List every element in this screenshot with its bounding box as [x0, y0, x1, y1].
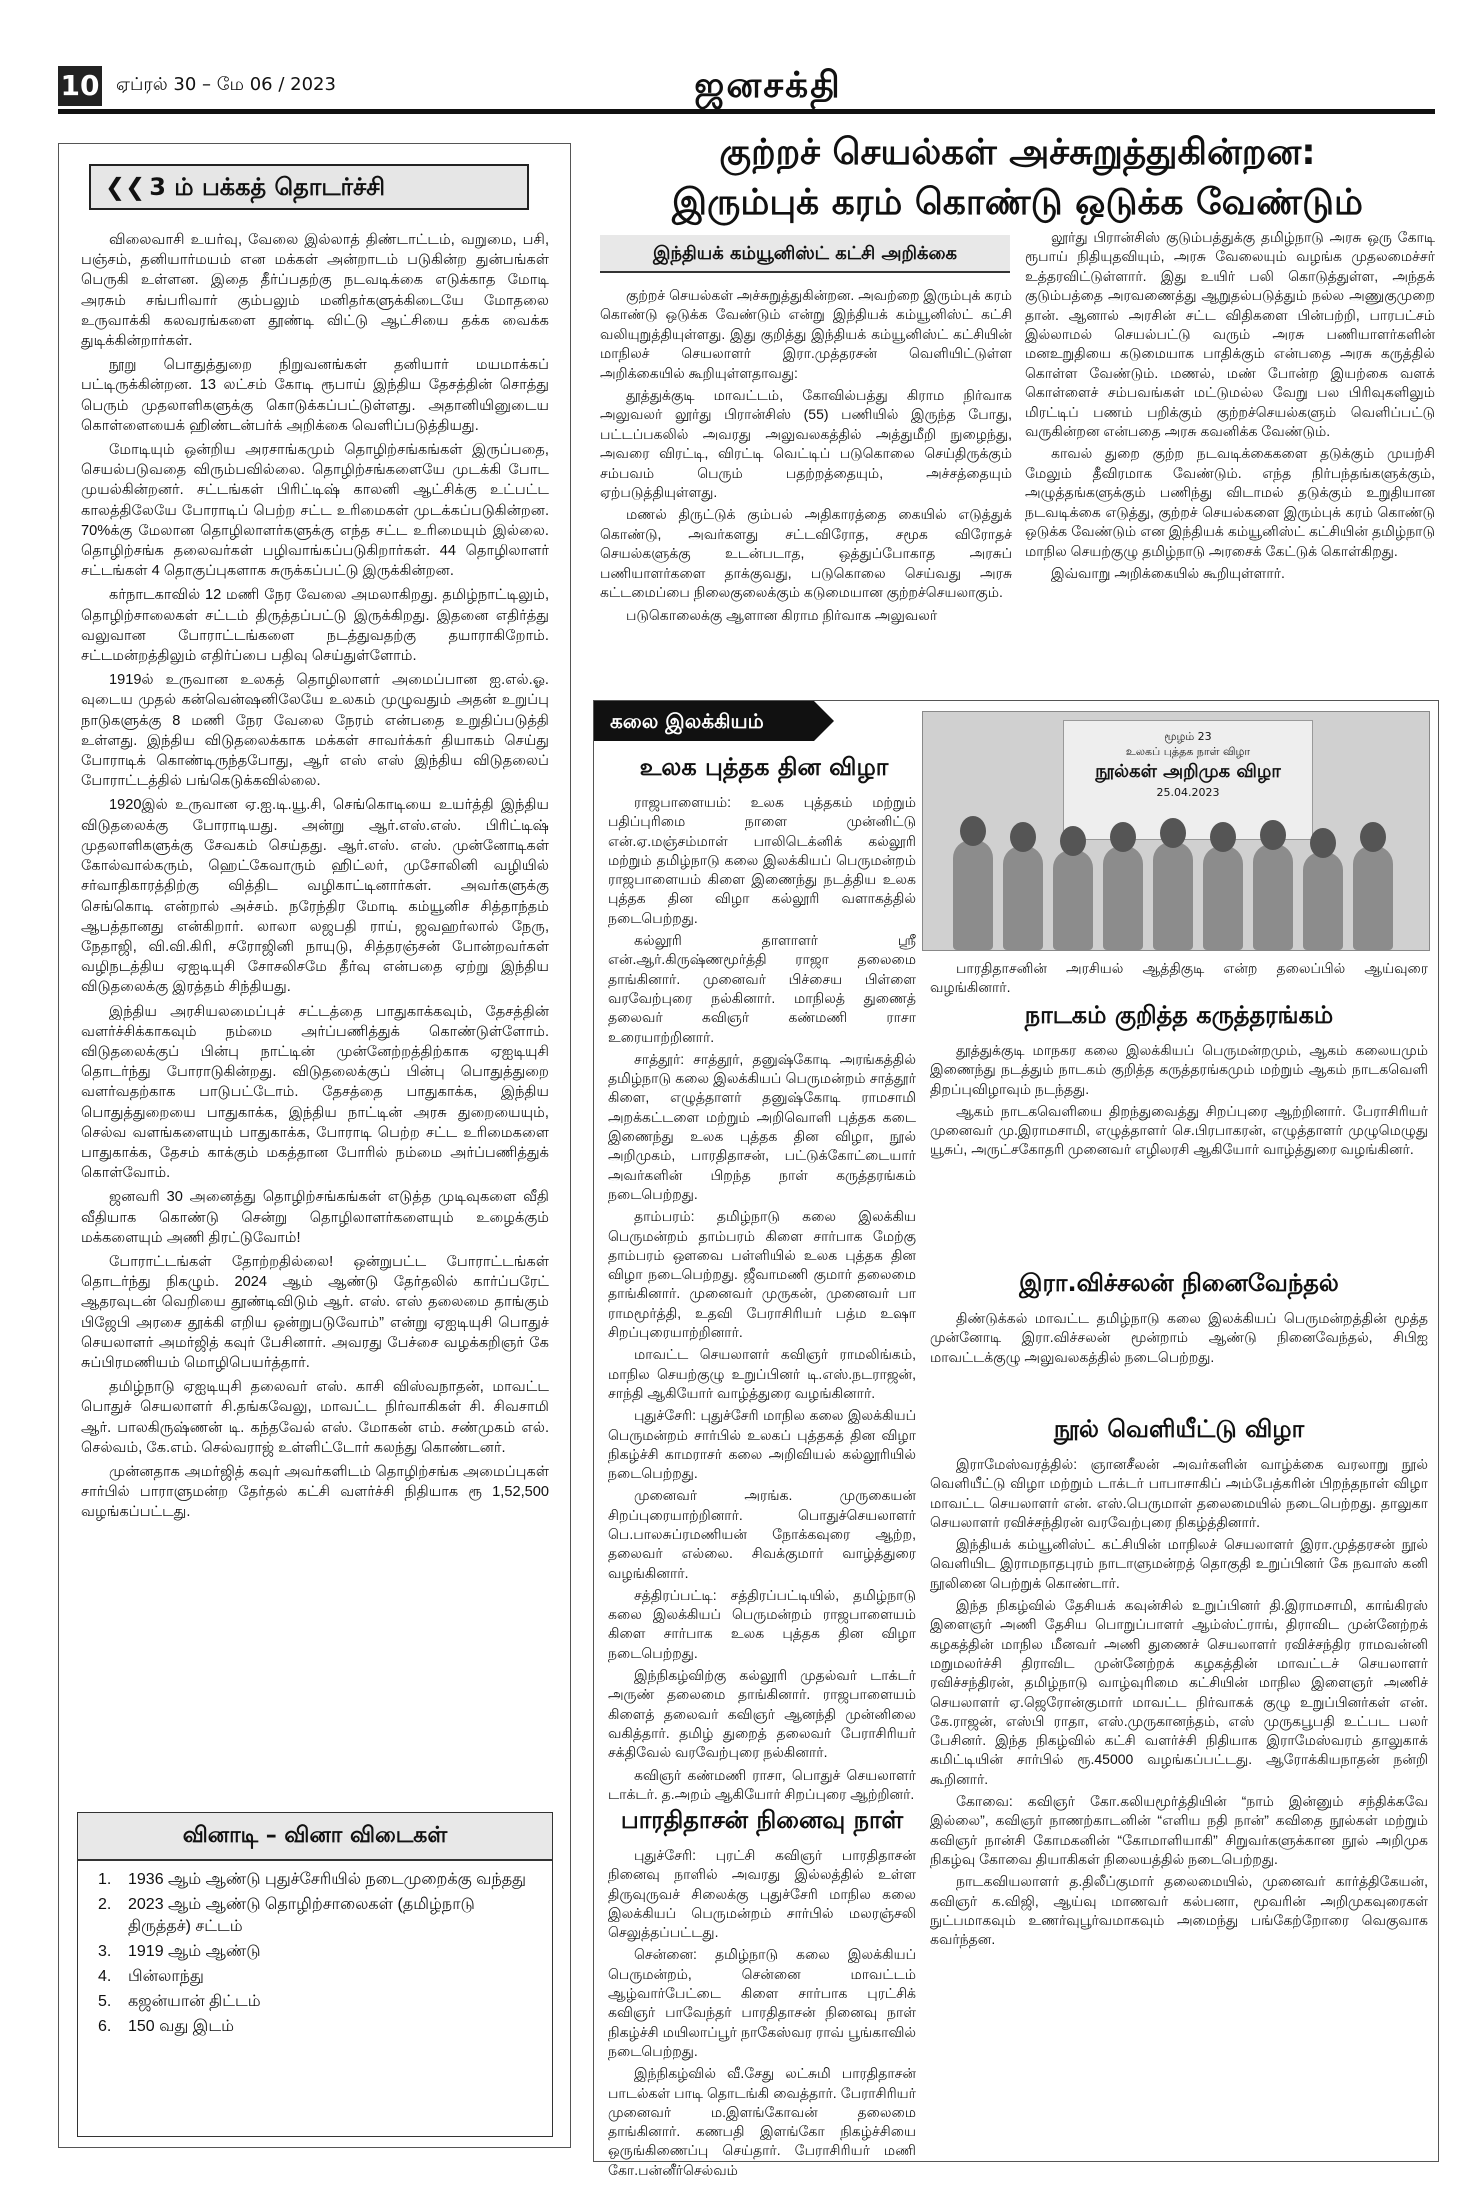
- paragraph: மாவட்ட செயலாளர் கவிஞர் ராமலிங்கம், மாநில செயற்குழு உறுப்பினர் டி.எஸ்.நடராஜன், சாந்தி ஆகியோர் வாழ்த்துரை வழங்கினார்.: [608, 1346, 916, 1401]
- quiz-answer-list: [78, 1861, 552, 2038]
- headline-line-2: இரும்புக் கரம் கொண்டு ஒடுக்க வேண்டும்: [672, 182, 1363, 223]
- paragraph: சாத்தூர்: சாத்தூர், தனுஷ்கோடி அரங்கத்தில் தமிழ்நாடு கலை இலக்கியப் பெருமன்றம் சாத்தூர் கிளை, எழுத்தாளர் தனுஷ்கோடி ராமசாமி அறக்கட்டளை மற்றும் அறிவொளி புத்தக கடை இணைந்து உலக புத்தக தின விழா, நூல் அறிமுகம், பாரதிதாசன், பட்டுக்கோட்டையார் அவர்களின் பிறந்த நாள் கருத்தரங்கம் நடைபெற்றது.: [608, 1050, 916, 1202]
- paragraph: புதுச்சேரி: புரட்சி கவிஞர் பாரதிதாசன் நினைவு நாளில் அவரது இல்லத்தில் உள்ள திருவுருவச் சிலைக்கு புதுச்சேரி மாநில கலை இலக்கியப் பெருமன்றம் சார்பில் மலரஞ்சலி செலுத்தப்பட்டது.: [608, 1847, 916, 1941]
- page-number: 10: [58, 66, 102, 106]
- quiz-answer: [98, 1869, 542, 1891]
- paragraph: மணல் திருட்டுக் கும்பல் அதிகாரத்தை கையில் எடுத்துக் கொண்டு, அவர்களது சட்டவிரோத, சமூக விரோதச் செயல்களுக்கு உடன்படாத, ஒத்துப்போகாத அரசுப் பணியாளர்களை தாக்குவது, படுகொலை செய்வது அரசு கட்டமைப்பை நிலைகுலைக்கும் கடுமையான குற்றச்செயலாகும்.: [600, 506, 1012, 601]
- main-story-column-1: [600, 286, 1012, 671]
- paragraph: நூறு பொதுத்துறை நிறுவனங்கள் தனியார் மயமாக்கப் பட்டிருக்கின்றன. 13 லட்சம் கோடி ரூபாய் இந்திய தேசத்தின் சொத்து பெரும் முதலாளிகளுக்கு கொடுக்கப்பட்டுள்ளது. அதானியினுடைய கொள்ளையைக் ஹிண்டன்பர்க் அறிக்கை வெளிப்படுத்தியது.: [81, 357, 549, 434]
- quiz-answer: [98, 1894, 542, 1938]
- masthead: ஜனசக்தி: [694, 64, 842, 106]
- drama-seminar-title: நாடகம் குறித்த கருத்தரங்கம்: [1024, 1001, 1334, 1029]
- quiz-answers-box: [77, 1812, 553, 2137]
- paragraph: லூர்து பிரான்சிஸ் குடும்பத்துக்கு தமிழ்நாடு அரசு ஒரு கோடி ரூபாய் நிதியுதவியும், அரசு வேலையும் வழங்க முதலமைச்சர் உத்தரவிட்டுள்ளார். இது உயிர் பலி கொடுத்துள்ள, அந்தக் குடும்பத்தை அரவணைத்து ஆறுதல்படுத்தும் நல்ல அணுகுமுறை தான். ஆனால் அரசின் சட்ட விதிகளை பின்பற்றி, பாரபட்சம் இல்லாமல் செயல்பட்டு வரும் அரசு பணியாளர்களின் மனஉறுதியை கடுமையாக பாதிக்கும் என்பதை அரசு கருத்தில் கொள்ள வேண்டும். மணல், மண் போன்ற இயற்கை வளக் கொள்ளைச் சம்பவங்கள் மட்டுமல்ல வேறு பல பிரிவுகளிலும் மிரட்டிப் பணம் பறிக்கும் குற்றச்செயல்களும் வெளிப்பட்டு வருகின்றன என்பதை அரசு கவனிக்க வேண்டும்.: [1025, 229, 1435, 440]
- banner-text: மூழம் 23: [1164, 730, 1212, 743]
- paragraph: சத்திரப்பட்டி: சத்திரப்பட்டியில், தமிழ்நாடு கலை இலக்கியப் பெருமன்றம் ராஜபாளையம் கிளை சார்பாக உலக புத்தக தின விழா நடைபெற்றது.: [608, 1586, 916, 1661]
- book-day-title: உலக புத்தக தின விழா: [639, 753, 889, 781]
- paragraph: இந்நிகழ்விற்கு கல்லூரி முதல்வர் டாக்டர் அருண் தலைமை தாங்கினார். ராஜபாளையம் கிளைத் தலைவர் கவிஞர் ஆனந்தி முன்னிலை வகித்தார். தமிழ் துறைத் தலைவர் பேராசிரியர் சக்திவேல் வரவேற்புரை நல்கினார்.: [608, 1667, 916, 1761]
- person-figure: [1003, 846, 1043, 950]
- answer-number: 2.: [98, 1896, 112, 1913]
- paragraph: தமிழ்நாடு ஏஐடியுசி தலைவர் எஸ். காசி விஸ்வநாதன், மாவட்ட பொதுச் செயலாளர் சி.தங்கவேலு, மாவட்ட நிர்வாகிகள் சி. சிவசாமி ஆர். பாலகிருஷ்ணன் டி. கந்தவேல் எஸ். மோகன் எம். சண்முகம் எல். செல்வம், கே.எம். செல்வராஜ் உள்ளிட்டோர் கலந்து கொண்டனர்.: [81, 1379, 549, 1456]
- person-head: [1110, 822, 1136, 852]
- banner-date: 25.04.2023: [1156, 786, 1220, 799]
- quiz-answer: [98, 1941, 542, 1963]
- paragraph: கர்நாடகாவில் 12 மணி நேர வேலை அமலாகிறது. தமிழ்நாட்டிலும், தொழிற்சாலைகள் சட்டம் திருத்தப்பட்டு இருக்கிறது. இதனை எதிர்த்து வலுவான போராட்டங்களை நடத்துவதற்கு தயாராகிறோம். சட்டமன்றத்திலும் எதிர்ப்பை பதிவு செய்துள்ளோம்.: [81, 587, 549, 665]
- person-figure: [953, 840, 993, 950]
- person-head: [1260, 820, 1286, 850]
- paragraph: முன்னதாக அமர்ஜித் கவுர் அவர்களிடம் தொழிற்சங்க அமைப்புகள் சார்பில் பாராளுமன்ற தேர்தல் கட்சி வளர்ச்சி நிதியாக ரூ 1,52,500 வழங்கப்பட்டது.: [81, 1463, 549, 1521]
- person-figure: [1353, 846, 1393, 950]
- continuation-title-box: [89, 164, 529, 210]
- main-headline: [600, 128, 1435, 228]
- person-head: [1310, 828, 1336, 858]
- paragraph: மோடியும் ஒன்றிய அரசாங்கமும் தொழிற்சங்கங்கள் இருப்பதை, செயல்படுவதை விரும்பவில்லை. தொழிற்சங்களையே முடக்கி போட முயல்கின்றனர். சட்டங்கள் பிரிட்டிஷ் காலனி ஆட்சிக்கு உட்பட்ட காலத்திலேயே போராடிப் பெற்ற சட்ட உரிமைகள் முடக்கப்படுகின்றன. 70%க்கு மேலான தொழிலாளர்களுக்கு எந்த சட்ட உரிமையும் இல்லை. தொழிற்சங்க தலைவர்கள் பழிவாங்கப்படுகிறார்கள். 44 தொழிலாளர் சட்டங்கள் 4 தொகுப்புகளாக சுருக்கப்பட்டு இருக்கின்றன.: [81, 442, 549, 580]
- paragraph: கோவை: கவிஞர் கோ.கலியமூர்த்தியின் “நாம் இன்னும் சந்திக்கவே இல்லை”, கவிஞர் நாணற்காடனின் “எளிய நதி நான்” கவிதை நூல்கள் மற்றும் கவிஞர் நான்சி கோமகனின் “கோமாளியாகி” சிறுவர்களுக்கான நூல் அறிமுக நிகழ்வு கோவை தியாகிகள் நிலையத்தில் நடைபெற்றது.: [930, 1793, 1428, 1867]
- paragraph: இந்தியக் கம்யூனிஸ்ட் கட்சியின் மாநிலச் செயலாளர் இரா.முத்தரசன் நூல் வெளியிட இராமநாதபுரம் நாடாளுமன்றத் தொகுதி உறுப்பினர் கே நவாஸ் கனி நூலினை பெற்றுக் கொண்டார்.: [930, 1536, 1428, 1591]
- person-head: [1360, 822, 1386, 852]
- main-story-column-2: [1025, 228, 1435, 671]
- paragraph: நாடகவியலாளர் த.திலீப்குமார் தலைமையில், முனைவர் கார்த்திகேயன், கவிஞர் க.விஜி, ஆய்வு மாணவர் கல்பனா, மூவரின் அறிமுகவுரைகள் நுட்பமாகவும் உணர்வுபூர்வமாகவும் அமைந்து பங்கேற்றோரை வெகுவாக கவர்ந்தன.: [930, 1873, 1428, 1948]
- paragraph: ராஜபாளையம்: உலக புத்தகம் மற்றும் பதிப்புரிமை நாளை முன்னிட்டு என்.ஏ.மஞ்சம்மாள் பாலிடெக்னிக் கல்லூரி மற்றும் தமிழ்நாடு கலை இலக்கியப் பெருமன்றம் ராஜபாளையம் கிளை இணைந்து நடத்திய உலக புத்தக தின விழா கல்லூரி வளாகத்தில் நடைபெற்றது.: [608, 794, 916, 926]
- paragraph: இராமேஸ்வரத்தில்: ஞானசீலன் அவர்களின் வாழ்க்கை வரலாறு நூல் வெளியீட்டு விழா மற்றும் டாக்டர் பாபாசாகிப் அம்பேத்கரின் பிறந்தநாள் விழா மாவட்ட செயலாளர் என். எஸ்.பெருமாள் தலைமையில் நடைபெற்றது. தாலுகா செயலாளர் ரவிச்சந்திரன் வரவேற்புரை நிகழ்த்தினார்.: [930, 1456, 1428, 1530]
- answer-text: 150 வது இடம்: [128, 2018, 234, 2035]
- answer-text: 1936 ஆம் ஆண்டு புதுச்சேரியில் நடைமுறைக்கு வந்தது: [128, 1871, 527, 1888]
- quiz-answer: [98, 2016, 542, 2038]
- book-release-title: நூல் வெளியீட்டு விழா: [1053, 1415, 1305, 1443]
- vichalan-memorial-title: இரா.விச்சலன் நினைவேந்தல்: [1019, 1269, 1339, 1297]
- paragraph: போராட்டங்கள் தோற்றதில்லை! ஒன்றுபட்ட போராட்டங்கள் தொடர்ந்து நிகழும். 2024 ஆம் ஆண்டு தேர்தலில் கார்ப்பரேட் ஆதரவுடன் வெறியை தூண்டிவிடும் ஆர். எஸ். எஸ் தலைமை தாங்கும் பிஜேபி அரசை தூக்கி எறிய ஒன்றுபடுவோம்” என்று ஏஐடியுசி பொதுச் செயலாளர் அமர்ஜித் கவுர் பேசினார். அவரது பேச்சை வழக்கறிஞர் கே சுப்பிரமணியம் மொழிபெயர்த்தார்.: [81, 1253, 549, 1371]
- answer-number: 1.: [98, 1871, 112, 1888]
- person-head: [960, 816, 986, 846]
- paragraph: விலைவாசி உயர்வு, வேலை இல்லாத் திண்டாட்டம், வறுமை, பசி, பஞ்சம், தனியார்மயம் என மக்கள் அன்றாடம் படுகின்ற துன்பங்கள் பெருகி உள்ளன. இதை தீர்ப்பதற்கு நடவடிக்கை எடுக்காத மோடி அரசும் சங்பரிவார் கும்பலும் மனிதர்களுக்கிடையே மோதலை உருவாக்கி கலவரங்களை தூண்டி விட்டு ஆட்சியை தக்க வைக்க துடிக்கின்றார்கள்.: [81, 232, 549, 350]
- paragraph: பாரதிதாசனின் அரசியல் ஆத்திகுடி என்ற தலைப்பில் ஆய்வுரை வழங்கினார்.: [930, 960, 1428, 996]
- continuation-text: [81, 230, 549, 1790]
- answer-number: 6.: [98, 2018, 112, 2035]
- paragraph: திண்டுக்கல் மாவட்ட தமிழ்நாடு கலை இலக்கியப் பெருமன்றத்தின் மூத்த முன்னோடி இரா.விச்சலன் மூன்றாம் ஆண்டு நினைவேந்தல், சிபிஐ மாவட்டக்குழு அலுவலகத்தில் நடைபெற்றது.: [930, 1310, 1428, 1365]
- book-day-column: [608, 793, 916, 1801]
- paragraph: இந்திய அரசியலமைப்புச் சட்டத்தை பாதுகாக்கவும், தேசத்தின் வளர்ச்சிக்காகவும் நம்மை அர்ப்பணித்துக் கொண்டுள்ளோம். விடுதலைக்குப் பின்பு நாட்டின் முன்னேற்றத்திற்காக ஏஐடியுசி தொடர்ந்து போராடுகின்றது. விடுதலைக்குப் பின்பு பொதுத்துறை வளர்வதற்காக பாடுபட்டோம். தேசத்தை பாதுகாக்க, இந்திய பொதுத்துறையை பாதுகாக்க, இந்திய நாட்டின் அரசு துறையையும், செல்வ வளங்களையும் பாதுகாக்க, போராடி பெற்ற சட்ட உரிமைகளை பாதுகாக்க, தேசம் காக்கும் மகத்தான போரில் நம்மை அர்ப்பணித்துக் கொள்வோம்.: [81, 1003, 549, 1182]
- person-head: [1160, 818, 1186, 848]
- person-figure: [1103, 846, 1143, 950]
- quiz-answer: [98, 1991, 542, 2013]
- banner-text: உலகப் புத்தக நாள் விழா: [1125, 745, 1251, 758]
- paragraph: கல்லூரி தாளாளர் ஸ்ரீ என்.ஆர்.கிருஷ்ணமூர்த்தி ராஜா தலைமை தாங்கினார். முனைவர் பிச்சைய பிள்ளை வரவேற்புரை நல்கினார். மாநிலத் துணைத் தலைவர் கவிஞர் கண்மணி ராசா உரையாற்றினார்.: [608, 932, 916, 1045]
- paragraph: இவ்வாறு அறிக்கையில் கூறியுள்ளார்.: [1051, 564, 1285, 581]
- paragraph: இந்நிகழ்வில் வீ.சேது லட்சுமி பாரதிதாசன் பாடல்கள் பாடி தொடங்கி வைத்தார். பேராசிரியர் முனைவர் ம.இளங்கோவன் தலைமை தாங்கினார். கணபதி இளங்கோ நிகழ்ச்சியை ஒருங்கிணைப்பு செய்தார். பேராசிரியர் மணி கோ.பன்னீர்செல்வம்: [608, 2065, 916, 2178]
- paragraph: காவல் துறை குற்ற நடவடிக்கைகளை தடுக்கும் முயற்சி மேலும் தீவிரமாக வேண்டும். எந்த நிர்பந்தங்களுக்கும், அழுத்தங்களுக்கும் பணிந்து விடாமல் தடுக்கும் உறுதியான நடவடிக்கை எடுத்து, குற்றச் செயல்களை இரும்புக் கரம் கொண்டு ஒடுக்க வேண்டும் என இந்தியக் கம்யூனிஸ்ட் கட்சியின் தமிழ்நாடு மாநில செயற்குழு தமிழ்நாடு அரசைக் கேட்டுக் கொள்கிறது.: [1025, 445, 1435, 559]
- event-photo: [922, 711, 1430, 951]
- book-release-column: [930, 1455, 1428, 2151]
- paragraph: தாம்பரம்: தமிழ்நாடு கலை இலக்கிய பெருமன்றம் தாம்பரம் கிளை சார்பாக மேற்கு தாம்பரம் ஔவை பள்ளியில் உலக புத்தக தின விழா நடைபெற்றது. ஜீவாமணி குமார் தலைமை தாங்கினார். முனைவர் முருகன், முனைவர் பா ராமமூர்த்தி, உதவி பேராசிரியர் பத்ம உஷா சிறப்புரையாற்றினார்.: [608, 1208, 916, 1341]
- section-tag: கலை இலக்கியம்: [594, 701, 814, 741]
- headline-line-1: குற்றச் செயல்கள் அச்சுறுத்துகின்றன:: [719, 132, 1316, 173]
- paragraph: தூத்துக்குடி மாநகர கலை இலக்கியப் பெருமன்றமும், ஆகம் கலையமும் இணைந்து நடத்தும் நாடகம் குறித்த கருத்தரங்கமும் மற்றும் ஆகம் நாடகவெளி திறப்புவிழாவும் நடந்தது.: [930, 1042, 1428, 1097]
- person-head: [1010, 822, 1036, 852]
- paragraph: புதுச்சேரி: புதுச்சேரி மாநில கலை இலக்கியப் பெருமன்றம் சார்பில் உலகப் புத்தகத் தின விழா நிகழ்ச்சி காமராசர் கலை அறிவியல் கல்லூரியில் நடைபெற்றது.: [608, 1407, 916, 1482]
- person-figure: [1153, 842, 1193, 950]
- bharathidasan-continuation: [930, 959, 1428, 1001]
- answer-text: 2023 ஆம் ஆண்டு தொழிற்சாலைகள் (தமிழ்நாடு திருத்தச்) சட்டம்: [128, 1896, 475, 1935]
- drama-seminar-column: [930, 1041, 1428, 1266]
- answer-text: பின்லாந்து: [128, 1968, 204, 1985]
- person-figure: [1253, 844, 1293, 950]
- paragraph: 1920இல் உருவான ஏ.ஐ.டி.யூ.சி, செங்கொடியை உயர்த்தி இந்திய விடுதலைக்கு போராடியது. அன்று ஆர்.எஸ்.எஸ். பிரிட்டிஷ் முதலாளிகளுக்கு சேவகம் செய்தது. ஆர்.எஸ். எஸ். முன்னோடிகள் கோல்வால்கரும், ஹெட்கேவாரும் ஹிட்லர், முசோலினி வழியில் சர்வாதிகாரத்திற்கு வித்திட வழிகாட்டினார்கள். அவர்களுக்கு செங்கொடி என்றால் அச்சம். நரேந்திர மோடி கம்யூனிச சித்தாந்தம் ஆபத்தானது என்கிறார். லாலா லஜபதி ராய், ஜவஹர்லால் நேரு, நேதாஜி, வி.வி.கிரி, சரோஜினி நாயுடு, சித்தரஞ்சன் போன்றவர்கள் வழிநடத்திய ஏஐடியுசி சோசலிசமே தீர்வு என்பதை ஏற்று இந்திய விடுதலைக்கு இரத்தம் சிந்தியது.: [81, 797, 549, 996]
- answer-number: 4.: [98, 1968, 112, 1985]
- answer-text: 1919 ஆம் ஆண்டு: [128, 1943, 261, 1960]
- paragraph: குற்றச் செயல்கள் அச்சுறுத்துகின்றன. அவற்றை இரும்புக் கரம் கொண்டு ஒடுக்க வேண்டும் என்று இந்தியக் கம்யூனிஸ்ட் கட்சி வலியுறுத்தியுள்ளது. இது குறித்து இந்தியக் கம்யூனிஸ்ட் கட்சியின் மாநிலச் செயலாளர் இரா.முத்தரசன் வெளியிட்டுள்ள அறிக்கையில் கூறியுள்ளதாவது:: [600, 287, 1012, 381]
- paragraph: முனைவர் அரங்க. முருகையன் சிறப்புரையாற்றினார். பொதுச்செயலாளர் பெ.பாலசுப்ரமணியன் நோக்கவுரை ஆற்ற, தலைவர் எல்லை. சிவக்குமார் வாழ்த்துரை வழங்கினார்.: [608, 1487, 916, 1581]
- paragraph: 1919ல் உருவான உலகத் தொழிலாளர் அமைப்பான ஐ.எல்.ஓ. வுடைய முதல் கன்வென்ஷனிலேயே உலகம் முழுவதும் அதன் உறுப்பு நாடுகளுக்கு 8 மணி நேர வேலை நேரம் என்பதை உறுதிப்படுத்தி உள்ளது. இந்திய விடுதலைக்காக மக்கள் சாவர்க்கர் தியாகம் செய்து போராடிக் கொண்டிருந்தபோது, ஆர் எஸ் எஸ் இந்திய விடுதலைப் போராட்டத்தில் பங்கெடுக்கவில்லை.: [81, 672, 549, 790]
- vichalan-memorial-column: [930, 1309, 1428, 1409]
- paragraph: இந்த நிகழ்வில் தேசியக் கவுன்சில் உறுப்பினர் தி.இராமசாமி, காங்கிரஸ் இளைஞர் அணி தேசிய பொறுப்பாளர் ஆம்ஸ்ட்ராங், திராவிட முன்னேற்றக் கழகத்தின் மாநில மீனவர் அணி துணைச் செயலாளர் ரவிச்சந்திர ராமவன்னி மறுமலர்ச்சி திராவிட முன்னேற்றக் கழகத்தின் மாவட்டச் செயலாளர் ரவிச்சந்திரன், தமிழ்நாடு வாழ்வுரிமை கட்சியின் மாநில இளைஞர் அணிச் செயலாளர் ஏ.ஜெரோன்குமார் மாவட்ட நிர்வாகக் குழு உறுப்பினர்கள் என். கே.ராஜன், எஸ்பி ராதா, எஸ்.முருகானந்தம், எஸ் முருகபூபதி உட்பட பலர் பேசினர். இந்த நிகழ்வில் கட்சி வளர்ச்சி நிதியாக இராமேஸ்வரம் தாலுகாக் கமிட்டியின் சார்பில் ரூ.45000 வழங்கப்பட்டது. ஆரோக்கியநாதன் நன்றி கூறினார்.: [930, 1597, 1428, 1787]
- banner-title: நூல்கள் அறிமுக விழா: [1095, 761, 1281, 782]
- quiz-answer: [98, 1966, 542, 1988]
- paragraph: சென்னை: தமிழ்நாடு கலை இலக்கியப் பெருமன்றம், சென்னை மாவட்டம் ஆழ்வார்பேட்டை கிளை சார்பாக புரட்சிக் கவிஞர் பாவேந்தர் பாரதிதாசன் நினைவு நாள் நிகழ்ச்சி மயிலாப்பூர் நாகேஸ்வர ராவ் பூங்காவில் நடைபெற்றது.: [608, 1946, 916, 2059]
- arts-literature-section: [593, 700, 1439, 2178]
- person-figure: [1303, 852, 1343, 950]
- paragraph: கவிஞர் கண்மணி ராசா, பொதுச் செயலாளர் டாக்டர். த.அறம் ஆகியோர் சிறப்புரை ஆற்றினர்.: [608, 1766, 916, 1802]
- bharathidasan-title: பாரதிதாசன் நினைவு நாள்: [620, 1806, 904, 1834]
- continuation-title: 3 ம் பக்கத் தொடர்ச்சி: [149, 173, 386, 201]
- header-rule: [58, 109, 1435, 114]
- continuation-column: [58, 143, 571, 2148]
- person-head: [1060, 826, 1086, 856]
- answer-number: 3.: [98, 1943, 112, 1960]
- issue-date: ஏப்ரல் 30 – மே 06 / 2023: [116, 74, 336, 95]
- person-head: [1210, 822, 1236, 852]
- bharathidasan-column: [608, 1846, 916, 2178]
- paragraph: ஜனவரி 30 அனைத்து தொழிற்சங்கங்கள் எடுத்த முடிவுகளை வீதி வீதியாக கொண்டு சென்று தொழிலாளர்களையும் உழைக்கும் மக்களையும் அணி திரட்டுவோம்!: [81, 1189, 549, 1246]
- paragraph: தூத்துக்குடி மாவட்டம், கோவில்பத்து கிராம நிர்வாக அலுவலர் லூர்து பிரான்சிஸ் (55) பணியில் இருந்த போது, பட்டப்பகலில் அவரது அலுவலகத்தில் அத்துமீறி நுழைந்து, அவரை விரட்டி, விரட்டி வெட்டிப் படுகொலை செய்திருக்கும் சம்பவம் பெரும் பதற்றத்தையும், அச்சத்தையும் ஏற்படுத்தியுள்ளது.: [600, 387, 1012, 501]
- quiz-title: வினாடி – வினா விடைகள்: [78, 1813, 552, 1861]
- person-figure: [1203, 846, 1243, 950]
- paragraph: படுகொலைக்கு ஆளான கிராம நிர்வாக அலுவலர்: [626, 606, 938, 623]
- double-chevron-left-icon: ❮❮: [105, 173, 146, 201]
- answer-number: 5.: [98, 1993, 112, 2010]
- page-header: [58, 66, 1435, 112]
- answer-text: கஜன்யான் திட்டம்: [128, 1993, 261, 2010]
- paragraph: ஆகம் நாடகவெளியை திறந்துவைத்து சிறப்புரை ஆற்றினார். பேராசிரியர் முனைவர் மு.இராமசாமி, எழுத்தாளர் செ.பிரபாகரன், எழுத்தாளர் முழுமெழுது யூசுப், அருட்சகோதரி முனைவர் எழிலரசி ஆகியோர் வாழ்த்துரை வழங்கினர்.: [930, 1102, 1428, 1158]
- story-subhead: இந்தியக் கம்யூனிஸ்ட் கட்சி அறிக்கை: [600, 235, 1010, 273]
- person-figure: [1053, 850, 1093, 950]
